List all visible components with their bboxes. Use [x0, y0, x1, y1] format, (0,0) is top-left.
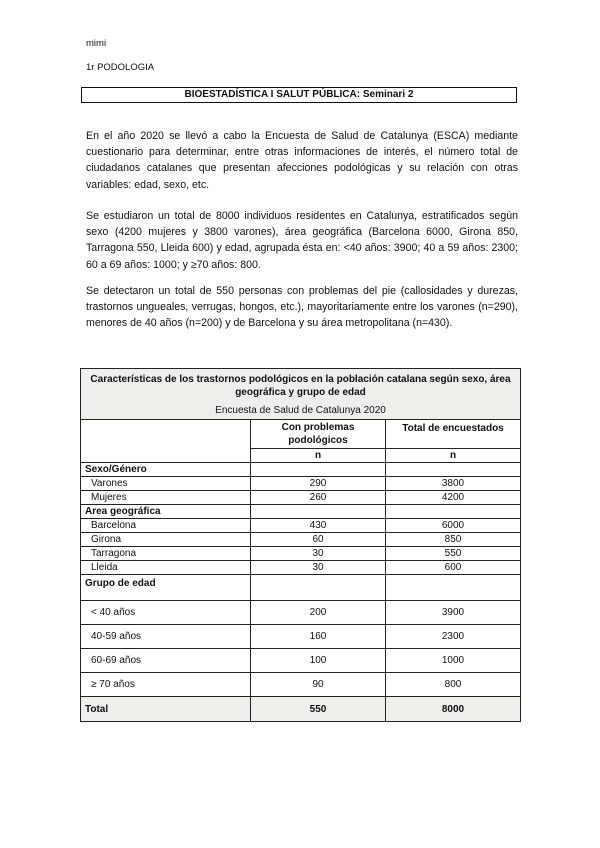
col-unit-problems: n [251, 449, 386, 463]
table-row [81, 625, 521, 649]
row-value-problems: 30 [251, 561, 386, 575]
row-value-problems: 30 [251, 547, 386, 561]
row-value-total: 4200 [386, 491, 521, 505]
row-label: 40-59 años [81, 625, 251, 649]
course-label: 1r PODOLOGIA [86, 62, 155, 73]
section-row-age [81, 575, 521, 601]
col-header-total: Total de encuestados [386, 420, 521, 449]
total-value-problems: 550 [251, 697, 386, 722]
table-row [81, 477, 521, 491]
row-label: Lleida [81, 561, 251, 575]
col-header-problems: Con problemas podológicos [251, 420, 386, 449]
table-row [81, 561, 521, 575]
row-value-problems: 200 [251, 601, 386, 625]
podiatry-table [80, 368, 521, 722]
section-label: Grupo de edad [81, 575, 251, 601]
row-value-total: 6000 [386, 519, 521, 533]
author-name: mimi [86, 38, 107, 49]
row-value-total: 800 [386, 673, 521, 697]
row-value-total: 600 [386, 561, 521, 575]
table-header-empty [81, 420, 251, 463]
document-title: BIOESTADÍSTICA I SALUT PÚBLICA: Seminari 2 [81, 87, 517, 103]
section-row-area [81, 505, 521, 519]
row-label: < 40 años [81, 601, 251, 625]
row-value-total: 3800 [386, 477, 521, 491]
row-label: Varones [81, 477, 251, 491]
table-row [81, 601, 521, 625]
table-row [81, 673, 521, 697]
table-row [81, 649, 521, 673]
row-value-problems: 290 [251, 477, 386, 491]
total-label: Total [81, 697, 251, 722]
row-label: 60-69 años [81, 649, 251, 673]
row-value-problems: 160 [251, 625, 386, 649]
row-value-problems: 430 [251, 519, 386, 533]
table-header-row [81, 420, 521, 449]
row-value-total: 550 [386, 547, 521, 561]
row-value-total: 1000 [386, 649, 521, 673]
table-row [81, 491, 521, 505]
paragraph-intro: En el año 2020 se llevó a cabo la Encuesta de Salud de Catalunya (ESCA) mediante cuestionario para determinar, entre otras informaciones de interés, el número total de ciudadanos catalanes que presentan afecciones podológicas y su relación con otras variables: edad, sexo, etc. [86, 130, 518, 191]
table-row [81, 519, 521, 533]
section-label: Area geográfica [81, 505, 251, 519]
row-value-problems: 60 [251, 533, 386, 547]
table-row [81, 547, 521, 561]
table-caption [81, 369, 521, 420]
table-caption-row [81, 369, 521, 420]
paragraph-results: Se detectaron un total de 550 personas con problemas del pie (callosidades y durezas, trastornos ungueales, verrugas, hongos, etc.), mayoritariamente entre los varones (n=290), menores de 40 años (n=200) y de Barcelona y su área metropolitana (n=430). [86, 285, 518, 330]
row-value-total: 3900 [386, 601, 521, 625]
row-label: Tarragona [81, 547, 251, 561]
total-row [81, 697, 521, 722]
row-label: Mujeres [81, 491, 251, 505]
table-caption-title: Características de los trastornos podológicos en la población catalana según sexo, área geográfica y grupo de edad [90, 374, 511, 398]
row-value-problems: 90 [251, 673, 386, 697]
table-caption-subtitle: Encuesta de Salud de Catalunya 2020 [215, 405, 386, 416]
row-value-problems: 100 [251, 649, 386, 673]
row-value-total: 850 [386, 533, 521, 547]
total-value-total: 8000 [386, 697, 521, 722]
row-label: Girona [81, 533, 251, 547]
table-row [81, 533, 521, 547]
paragraph-sample: Se estudiaron un total de 8000 individuos residentes en Catalunya, estratificados según sexo (4200 mujeres y 3800 varones), área geográfica (Barcelona 6000, Girona 850, Tarragona 550, Lleida 600) y edad, agrupada ésta en: <40 años: 3900; 40 a 59 años: 2300; 60 a 69 años: 1000; y ≥70 años: 800. [86, 210, 518, 271]
row-label: ≥ 70 años [81, 673, 251, 697]
section-label: Sexo/Género [81, 463, 251, 477]
row-value-problems: 260 [251, 491, 386, 505]
section-row-sex [81, 463, 521, 477]
row-value-total: 2300 [386, 625, 521, 649]
col-unit-total: n [386, 449, 521, 463]
row-label: Barcelona [81, 519, 251, 533]
